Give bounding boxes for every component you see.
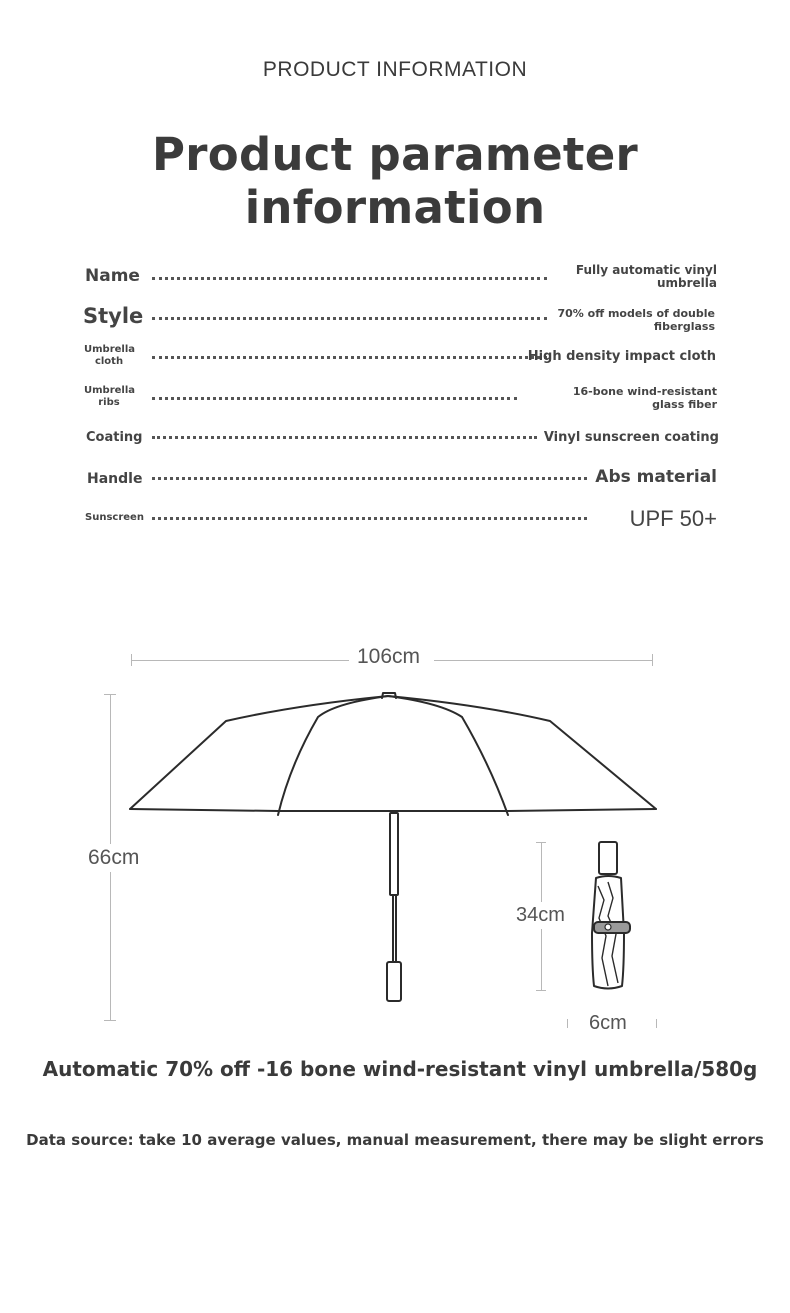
folded-length-label: 34cm	[516, 902, 565, 929]
dotted-leader	[152, 517, 587, 520]
param-value: 16-bone wind-resistant glass fiber	[572, 385, 717, 411]
dotted-leader	[152, 436, 537, 439]
dimension-tick	[656, 1019, 657, 1028]
param-row-cloth	[80, 342, 720, 376]
param-label: Umbrella cloth	[84, 344, 136, 367]
product-caption: Automatic 70% off -16 bone wind-resistant vinyl umbrella/580g	[42, 1057, 758, 1081]
param-value: Vinyl sunscreen coating	[543, 430, 719, 445]
width-dimension-line-left	[131, 660, 349, 661]
width-dimension-line-right	[434, 660, 652, 661]
dotted-leader	[152, 397, 517, 400]
section-label: PRODUCT INFORMATION	[262, 58, 528, 81]
data-source-note: Data source: take 10 average values, manual measurement, there may be slight errors	[26, 1131, 764, 1149]
dotted-leader	[152, 356, 547, 359]
param-label: Name	[85, 266, 140, 286]
param-row-ribs	[80, 383, 720, 417]
dotted-leader	[152, 477, 587, 480]
param-row-style	[80, 302, 720, 336]
param-label: Sunscreen	[85, 512, 144, 523]
dimension-tick	[131, 654, 132, 666]
dotted-leader	[152, 277, 547, 280]
param-value: Fully automatic vinyl umbrella	[575, 263, 717, 290]
folded-width-label: 6cm	[589, 1012, 627, 1034]
folded-umbrella-illustration	[588, 838, 638, 994]
param-row-handle	[80, 463, 720, 497]
open-umbrella-illustration	[120, 685, 665, 1005]
param-label: Umbrella ribs	[84, 385, 136, 408]
page-title: Product parameter information	[151, 128, 639, 234]
param-row-sunscreen	[80, 503, 720, 537]
param-value: UPF 50+	[629, 506, 717, 531]
param-label: Coating	[86, 430, 143, 445]
dimension-tick	[104, 694, 116, 695]
dotted-leader	[152, 317, 547, 320]
open-width-label: 106cm	[357, 645, 421, 668]
param-value: High density impact cloth	[527, 349, 716, 364]
param-label: Style	[83, 304, 144, 328]
param-row-name	[80, 262, 720, 296]
param-row-coating	[80, 422, 720, 456]
open-height-label: 66cm	[88, 844, 139, 872]
param-value: 70% off models of double fiberglass	[557, 307, 715, 333]
param-label: Handle	[87, 471, 143, 487]
dimension-tick	[652, 654, 653, 666]
param-value: Abs material	[595, 467, 717, 487]
dimension-tick	[104, 1020, 116, 1021]
dimension-tick	[567, 1019, 568, 1028]
